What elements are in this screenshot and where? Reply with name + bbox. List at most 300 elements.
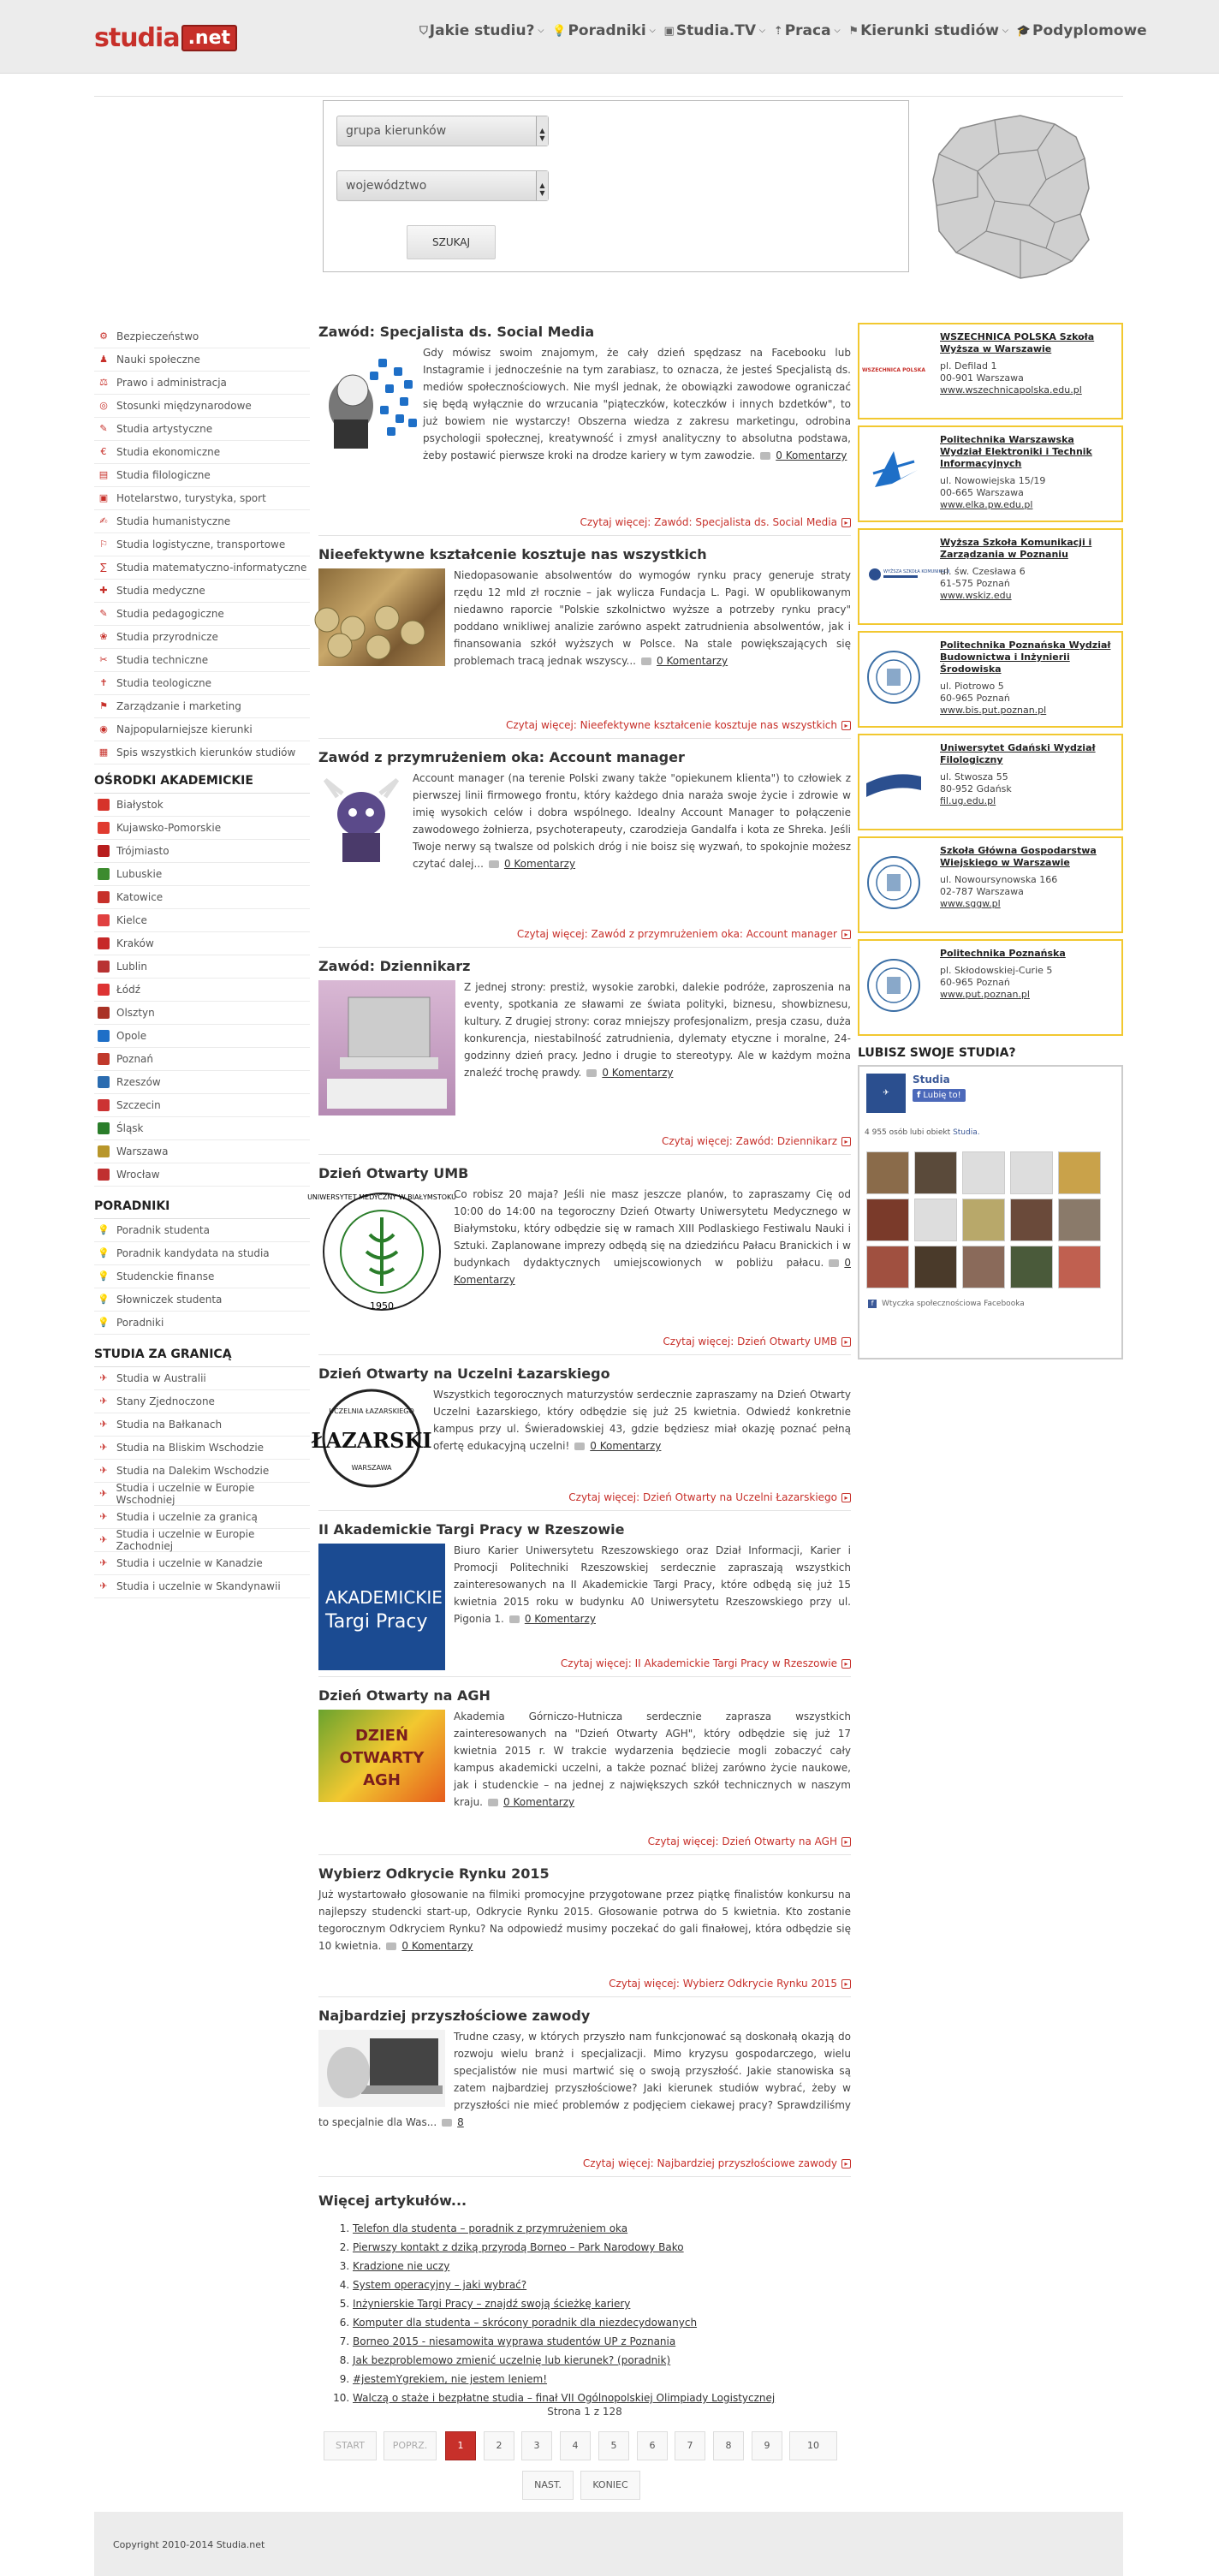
sidebar-item-label: Studia humanistyczne (116, 515, 231, 527)
sidebar-item[interactable] (94, 1002, 310, 1025)
more-article-link[interactable]: Pierwszy kontakt z dziką przyrodą Borneo – Park Narodowy Bako (353, 2241, 684, 2253)
article-excerpt: Biuro Karier Uniwersytetu Rzeszowskiego oraz Dział Informacji, Karier i Promocji Politechniki Rzeszowskiej serdecznie zapraszają wszystkich zainteresowanych na II Akademickie Targi Pracy, które odbędą się już 15 kwietnia 2015 roku w budynku A0 Uniwersytetu Rzeszowskiego przy ul. Pigonia 1. (454, 1544, 851, 1625)
article-excerpt: Z jednej strony: prestiż, wysokie zarobki, dalekie podróże, zaproszenia na eventy, spotkania ze sławami ze świata polityki, biznesu, showbiznesu, kultury. Z drugiej strony: coraz mniejszy profesjonalizm, presja czasu, duża konkurencja, niestabilność zatrudnienia, dylematy etyczne i moralne, 24-godzinny dzień pracy. Jedno i drugie to stereotypy. Ale w każdym można znaleźć trochę prawdy. (464, 981, 851, 1079)
nav-item-label: Kierunki studiów (860, 22, 999, 39)
university-url[interactable]: www.elka.pw.edu.pl (940, 499, 1033, 510)
facebook-fan-avatar[interactable] (866, 1199, 909, 1241)
comments-link[interactable] (489, 858, 575, 870)
sidebar-item[interactable] (94, 372, 310, 395)
category-icon: ✝ (99, 677, 108, 688)
arrow-right-icon: ▸ (841, 1337, 851, 1347)
sidebar-item[interactable] (94, 1367, 310, 1390)
article (318, 1687, 851, 1855)
article-thumbnail[interactable] (318, 1710, 445, 1802)
article-title[interactable]: Najbardziej przyszłościowe zawody (318, 2008, 591, 2024)
university-logo[interactable] (866, 650, 921, 705)
facebook-fan-avatar[interactable] (962, 1246, 1005, 1288)
sidebar-item-label: Rzeszów (116, 1076, 161, 1088)
page-8-button[interactable] (713, 2431, 744, 2460)
comment-icon (488, 1799, 498, 1806)
facebook-fan-avatar[interactable] (914, 1151, 957, 1194)
article-thumbnail[interactable] (307, 1187, 456, 1316)
comment-icon (386, 1942, 396, 1950)
comments-link[interactable] (442, 2116, 464, 2128)
sidebar-item-label: Studia w Australii (116, 1372, 206, 1384)
category-icon: ✈ (99, 1580, 108, 1591)
sidebar-item-label: Stosunki międzynarodowe (116, 400, 252, 412)
sidebar-item[interactable] (94, 603, 310, 626)
sidebar-item[interactable] (94, 1140, 310, 1163)
comments-link[interactable] (586, 1067, 673, 1079)
article (318, 2008, 851, 2177)
category-icon: ∑ (100, 562, 107, 573)
sidebar-item[interactable] (94, 794, 310, 817)
facebook-fan-avatar[interactable] (1010, 1199, 1053, 1241)
article-excerpt: Account manager (na terenie Polski zwany także "opiekunem klienta") to człowiek z pierwszej linii firmowego frontu, który każdego dnia narażа swoje życie i zdrowie w imię wysokich celów i dobra wspólnego. Idealny Account Manager to połączenie zawodowego żołnierza, psychoterapeuty, czarodzieja Gandalfa i kota ze Shreka. Jeśli Twoje nerwy są twalsze od polskich dróg i nie boisz się wyzwań, to spokojnie możesz czytać dalej... (413, 772, 851, 870)
like-button[interactable] (913, 1089, 966, 1102)
read-more-link[interactable] (517, 928, 851, 940)
university-city: 02-787 Warszawa (940, 886, 1024, 897)
sidebar-item[interactable] (94, 626, 310, 649)
sidebar-item-label: Studia i uczelnie w Europie Zachodniej (116, 1528, 255, 1552)
coat-of-arms-icon (98, 1053, 110, 1065)
nav-item[interactable] (552, 21, 655, 41)
nav-item-label: Jakie studiu? (429, 22, 535, 39)
university-url[interactable]: www.bis.put.poznan.pl (940, 705, 1047, 716)
coat-of-arms-icon (98, 868, 110, 880)
sidebar-item[interactable] (94, 348, 310, 372)
facebook-fan-avatar[interactable] (866, 1151, 909, 1194)
university-logo[interactable] (866, 958, 921, 1013)
arrow-right-icon: ▸ (841, 518, 851, 527)
sidebar-item[interactable] (94, 817, 310, 840)
sidebar-item[interactable] (94, 441, 310, 464)
article-thumbnail[interactable] (318, 2030, 445, 2107)
nav-item[interactable] (774, 21, 841, 41)
university-name[interactable]: Politechnika Poznańska Wydział Budownictwa i Inżynierii Środowiska (940, 640, 1111, 675)
comments-link[interactable] (574, 1440, 661, 1452)
read-more-label: Czytaj więcej: Zawód: Specjalista ds. Social Media (580, 516, 837, 528)
more-article-link[interactable]: Jak bezproblemowo zmienić uczelnię lub kierunek? (poradnik) (353, 2354, 671, 2366)
university-card[interactable] (858, 425, 1123, 522)
sidebar-item[interactable] (94, 649, 310, 672)
sidebar-item[interactable] (94, 1575, 310, 1598)
read-more-label: Czytaj więcej: Najbardziej przyszłościowe zawody (582, 2157, 837, 2169)
article-body (318, 2028, 851, 2131)
sidebar-item[interactable] (94, 1460, 310, 1483)
read-more-link[interactable] (561, 1657, 851, 1669)
voivodeship-select[interactable] (336, 170, 549, 201)
start-button (324, 2431, 377, 2460)
sidebar-item-label: Studia na Dalekim Wschodzie (116, 1465, 270, 1477)
abroad-heading: STUDIA ZA GRANICĄ (94, 1338, 310, 1367)
chevron-down-icon: ⌵ (834, 27, 841, 35)
sidebar-item[interactable] (94, 1265, 310, 1288)
more-article-item (353, 2313, 851, 2332)
sidebar-item-label: Poradnik kandydata na studia (116, 1247, 270, 1259)
svg-text:ŁAZARSKI: ŁAZARSKI (311, 1428, 432, 1453)
next-button[interactable] (522, 2471, 574, 2500)
read-more-link[interactable] (506, 719, 851, 731)
comments-count: 0 Komentarzy (590, 1440, 662, 1452)
read-more-label: Czytaj więcej: II Akademickie Targi Pracy w Rzeszowie (560, 1657, 837, 1669)
sidebar-item[interactable] (94, 1071, 310, 1094)
sidebar-item[interactable] (94, 1529, 310, 1552)
sidebar-item-label: Nauki społeczne (116, 354, 200, 366)
article (318, 324, 851, 536)
facebook-fan-avatar[interactable] (914, 1199, 957, 1241)
university-logo[interactable] (866, 547, 950, 602)
university-city: 60-965 Poznań (940, 693, 1010, 704)
read-more-link[interactable] (583, 2157, 851, 2169)
nav-item-label: Poradniki (568, 22, 646, 39)
facebook-fan-avatar[interactable] (1058, 1246, 1101, 1288)
sidebar-item[interactable] (94, 886, 310, 909)
comment-icon (641, 657, 651, 665)
svg-text:WSZECHNICA POLSKA: WSZECHNICA POLSKA (861, 367, 926, 373)
page-5-button[interactable] (598, 2431, 629, 2460)
read-more-link[interactable] (663, 1336, 851, 1347)
sidebar-item-label: Lubuskie (116, 868, 163, 880)
sidebar-item[interactable] (94, 1288, 310, 1312)
article-title[interactable]: Zawód: Specjalista ds. Social Media (318, 324, 595, 340)
sidebar-item[interactable] (94, 510, 310, 533)
facebook-plugin-text: Wtyczka społecznościowa Facebooka (882, 1300, 1025, 1308)
university-name[interactable]: Wyższa Szkoła Komunikacji i Zarządzania w Poznaniu (940, 537, 1092, 560)
right-sidebar (858, 323, 1123, 1359)
end-button[interactable] (580, 2471, 640, 2500)
page-4-button[interactable] (560, 2431, 591, 2460)
sidebar-item[interactable] (94, 1390, 310, 1413)
article-title[interactable]: Dzień Otwarty na Uczelni Łazarskiego (318, 1365, 610, 1382)
read-more-label: Czytaj więcej: Dzień Otwarty na AGH (647, 1835, 837, 1847)
university-url[interactable]: www.sggw.pl (940, 898, 1001, 909)
sidebar-item[interactable] (94, 395, 310, 418)
page-3-button[interactable] (521, 2431, 552, 2460)
more-article-link[interactable]: Inżynierskie Targi Pracy – znajdź swoją ścieżkę kariery (353, 2298, 631, 2310)
end-button-label: KONIEC (592, 2479, 628, 2490)
university-card[interactable] (858, 836, 1123, 933)
read-more-link[interactable] (662, 1135, 851, 1147)
prev-button (384, 2431, 437, 2460)
sidebar-item[interactable] (94, 695, 310, 718)
article-thumbnail[interactable] (318, 980, 455, 1115)
page-9-button[interactable] (752, 2431, 782, 2460)
more-article-link[interactable]: Kradzione nie uczy (353, 2260, 450, 2272)
sidebar-item-label: Studia na Bliskim Wschodzie (116, 1442, 265, 1454)
page-counter: Strona 1 z 128 (547, 2406, 622, 2418)
article (318, 958, 851, 1155)
briefcase-icon: ⇡ (773, 24, 783, 38)
sidebar-item-label: Olsztyn (116, 1007, 155, 1019)
more-articles (318, 2192, 851, 2407)
sidebar-item[interactable] (94, 464, 310, 487)
coat-of-arms-icon (98, 822, 110, 834)
category-icon: ✈ (99, 1557, 108, 1568)
read-more-label: Czytaj więcej: Dzień Otwarty UMB (663, 1336, 837, 1347)
article (318, 1865, 851, 1997)
sidebar-item-label: Studia filologiczne (116, 469, 211, 481)
sidebar-item[interactable] (94, 1312, 310, 1335)
sidebar-item-label: Trójmiasto (116, 845, 169, 857)
facebook-widget (858, 1065, 1123, 1359)
coat-of-arms-icon (98, 1122, 110, 1134)
sidebar-item-label: Poradnik studenta (116, 1224, 210, 1236)
category-icon: ◉ (99, 723, 108, 735)
sidebar-item[interactable] (94, 718, 310, 741)
page-2-button[interactable] (484, 2431, 514, 2460)
arrow-right-icon: ▸ (841, 2159, 851, 2168)
facebook-fan-avatar[interactable] (1058, 1151, 1101, 1194)
social-media-thumbnail[interactable] (318, 346, 414, 449)
category-icon: ▣ (98, 492, 109, 503)
read-more-link[interactable] (609, 1978, 851, 1990)
article-body (318, 567, 851, 669)
university-street: ul. Nowowiejska 15/19 (940, 475, 1046, 486)
page-6-button[interactable] (637, 2431, 668, 2460)
facebook-fan-avatar[interactable] (962, 1199, 1005, 1241)
university-url[interactable]: www.put.poznan.pl (940, 989, 1030, 1000)
likes-count-link[interactable]: Studia. (953, 1128, 980, 1137)
article-thumbnail[interactable] (318, 771, 404, 866)
comments-count: 0 Komentarzy (657, 655, 728, 667)
sidebar-item[interactable] (94, 932, 310, 955)
sidebar-item[interactable] (94, 672, 310, 695)
comments-link[interactable] (760, 449, 847, 461)
facebook-page-name[interactable]: Studia (913, 1074, 950, 1086)
article (318, 1521, 851, 1677)
sidebar-item[interactable] (94, 863, 310, 886)
facebook-fan-avatar[interactable] (914, 1246, 957, 1288)
facebook-icon: f (868, 1300, 877, 1308)
page-7-button[interactable] (675, 2431, 705, 2460)
read-more-link[interactable] (648, 1835, 851, 1847)
coat-of-arms-icon (98, 891, 110, 903)
university-card[interactable] (858, 734, 1123, 830)
university-name[interactable]: WSZECHNICA POLSKA Szkoła Wyższa w Warszawie (940, 331, 1095, 354)
university-name[interactable]: Uniwersytet Gdański Wydział Filologiczny (940, 742, 1096, 765)
sidebar-item-label: Kujawsko-Pomorskie (116, 822, 222, 834)
coat-of-arms-icon (98, 845, 110, 857)
sidebar-item[interactable] (94, 418, 310, 441)
sidebar-item-label: Łódź (116, 984, 141, 996)
sidebar-item-label: Studia pedagogiczne (116, 608, 224, 620)
read-more-label: Czytaj więcej: Dzień Otwarty na Uczelni Łazarskiego (568, 1491, 837, 1503)
sidebar-item[interactable] (94, 741, 310, 764)
article-thumbnail[interactable] (311, 1388, 432, 1489)
university-card[interactable] (858, 528, 1123, 625)
sidebar-item[interactable] (94, 1163, 310, 1187)
sidebar-item-label: Stany Zjednoczone (116, 1395, 215, 1407)
university-card[interactable] (858, 939, 1123, 1036)
read-more-label: Czytaj więcej: Nieefektywne kształcenie kosztuje nas wszystkich (505, 719, 837, 731)
article-title[interactable]: Dzień Otwarty na AGH (318, 1687, 491, 1704)
nav-item[interactable] (1017, 21, 1147, 41)
sidebar-item-label: Studia i uczelnie za granicą (116, 1511, 258, 1523)
sidebar-item[interactable] (94, 533, 310, 556)
article-excerpt: Wszystkich tegorocznych maturzystów serdecznie zapraszamy na Dzień Otwarty Uczelni Łazarskiego, który odbędzie się już 25 kwietnia. Odwiedź konkretnie kampus przy ul. Świeradowskiej 43, gdzie będziesz miał okazję poznać pełną ofertę edukacyjną uczelni! (433, 1389, 851, 1452)
article-body (318, 979, 851, 1081)
sidebar-item-label: Studia techniczne (116, 654, 209, 666)
more-article-link[interactable]: Walczą o staże i bezpłatne studia – finał VII Ogólnopolskiej Olimpiady Logistycznej (353, 2392, 776, 2404)
university-name[interactable]: Politechnika Warszawska Wydział Elektroniki i Technik Informacyjnych (940, 434, 1092, 469)
coat-of-arms-icon (98, 1145, 110, 1157)
sidebar-item[interactable] (94, 1219, 310, 1242)
university-city: 00-901 Warszawa (940, 372, 1024, 384)
category-icon: ✚ (99, 585, 108, 596)
sidebar-item-label: Warszawa (116, 1145, 169, 1157)
svg-text:AGH: AGH (363, 1771, 401, 1789)
facebook-fan-avatar[interactable] (962, 1151, 1005, 1194)
comments-link[interactable] (509, 1613, 596, 1625)
search-button[interactable]: SZUKAJ (407, 225, 496, 259)
university-logo[interactable] (866, 753, 921, 807)
university-street: pl. Skłodowskiej-Curie 5 (940, 965, 1053, 976)
sidebar-item-label: Opole (116, 1030, 147, 1042)
university-street: ul. Piotrowo 5 (940, 681, 1004, 692)
chevron-down-icon: ▲ ▼ (536, 171, 548, 200)
comments-link[interactable] (488, 1796, 574, 1808)
sidebar-item[interactable] (94, 1094, 310, 1117)
facebook-fan-avatar[interactable] (866, 1246, 909, 1288)
article-title[interactable]: Nieefektywne kształcenie kosztuje nas wszystkich (318, 546, 707, 562)
facebook-plugin-label[interactable] (868, 1300, 1025, 1308)
sidebar-item-label: Hotelarstwo, turystyka, sport (116, 492, 266, 504)
sidebar-item[interactable] (94, 487, 310, 510)
article-title[interactable]: Zawód z przymrużeniem oka: Account manager (318, 749, 685, 765)
category-icon: ◎ (99, 400, 108, 411)
page-4-button-label: 4 (572, 2440, 579, 2451)
sidebar-item[interactable] (94, 1437, 310, 1460)
article-thumbnail[interactable] (318, 1544, 445, 1670)
article-title[interactable]: Wybierz Odkrycie Rynku 2015 (318, 1865, 550, 1882)
article-thumbnail[interactable] (318, 568, 445, 666)
article-excerpt: Niedopasowanie absolwentów do wymogów rynku pracy generuje straty rzędu 12 mld zł rocznie – jak wylicza Fundacja L. Pagi. W opublikowanym niedawno raporcie "Polskie szkolnictwo wyższe a potrzeby rynku pracy" poddano wnikliwej analizie zarówno aspekt zatrudnienia absolwentów, jak i finansowania szkół wyższych w Polsce. Na stale powiększających się problemach tracą jednak wszyscy... (454, 569, 851, 667)
nav-item[interactable] (419, 21, 544, 41)
svg-text:OTWARTY: OTWARTY (339, 1749, 425, 1767)
page-1-button[interactable] (445, 2431, 476, 2460)
chevron-down-icon: ⌵ (758, 27, 765, 35)
comment-icon (760, 452, 770, 460)
facebook-fan-avatar[interactable] (1010, 1246, 1053, 1288)
poland-map[interactable] (926, 111, 1097, 283)
sidebar-item-label: Studenckie finanse (116, 1270, 215, 1282)
sidebar-item[interactable] (94, 840, 310, 863)
nav-item-label: Podyplomowe (1032, 22, 1147, 39)
sidebar-item[interactable] (94, 1117, 310, 1140)
comments-count: 0 Komentarzy (602, 1067, 674, 1079)
likes-count-text: 4 955 osób lubi obiekt (865, 1128, 951, 1137)
more-articles-title: Więcej artykułów... (318, 2192, 467, 2209)
sidebar-item[interactable] (94, 909, 310, 932)
category-icon: ▦ (98, 747, 109, 758)
sidebar-item[interactable] (94, 1048, 310, 1071)
footer (94, 2512, 1123, 2576)
sidebar-item[interactable] (94, 1413, 310, 1437)
university-card[interactable] (858, 323, 1123, 419)
university-url[interactable]: www.wszechnicapolska.edu.pl (940, 384, 1082, 396)
svg-text:UCZELNIA ŁAZARSKIEGO: UCZELNIA ŁAZARSKIEGO (329, 1407, 414, 1415)
university-logo[interactable] (866, 855, 921, 910)
logo[interactable] (94, 22, 237, 53)
arrow-right-icon: ▸ (841, 1979, 851, 1989)
sidebar-item[interactable] (94, 979, 310, 1002)
sidebar-item[interactable] (94, 1552, 310, 1575)
article-body (318, 770, 851, 872)
sidebar-item[interactable] (94, 955, 310, 979)
read-more-label: Czytaj więcej: Zawód: Dziennikarz (661, 1135, 837, 1147)
more-article-link[interactable]: Borneo 2015 - niesamowita wyprawa studentów UP z Poznania (353, 2335, 676, 2347)
cap-icon: 🎓 (1016, 24, 1031, 38)
facebook-fan-avatar[interactable] (1058, 1199, 1101, 1241)
more-article-link[interactable]: System operacyjny – jaki wybrać? (353, 2279, 527, 2291)
tv-icon: ▣ (663, 24, 675, 38)
more-article-link[interactable]: Telefon dla studenta – poradnik z przymrużeniem oka (353, 2222, 628, 2234)
facebook-icon: f (917, 1091, 921, 1100)
article-excerpt: Gdy mówisz swoim znajomym, że cały dzień spędzasz na Facebooku lub Instagramie i jednocześnie na tym zarabiasz, to oznacza, że jesteś Specjalistą ds. mediów społecznościowych. Nie myśl jednak, że obowiązki zawodowe ograniczać się będą wyłącznie do wrzucania "piąteczków, koteczków i innych bzdetków", to już bowiem nie wystarczy! Obszerna wiedza z zakresu marketingu, odrobina psychologii społecznej, kreatywność i zmysł analityczny to absolutna podstawa, żeby postawić pierwsze kroki na drodze kariery w tym zawodzie. (423, 347, 851, 461)
article-excerpt: Co robisz 20 maja? Jeśli nie masz jeszcze planów, to zapraszamy Cię od 10:00 do 14:00 na tegoroczny Dzień Otwarty Uniwersytetu Medycznego w Białymstoku, który odbędzie się w ramach XIII Podlaskiego Festiwalu Nauki i Sztuki. Zaplanowane imprezy odbędą się na dziedzińcu Pałacu Branickich i w budynkach dydaktycznych umiejscowionych w pobliżu pałacu. (454, 1188, 851, 1269)
nav-item[interactable] (664, 21, 765, 41)
more-articles-list (318, 2219, 851, 2407)
sidebar-item[interactable] (94, 325, 310, 348)
nav-item[interactable] (848, 21, 1008, 41)
header (0, 0, 1219, 74)
university-url[interactable]: www.wskiz.edu (940, 590, 1012, 601)
facebook-fan-avatar[interactable] (1010, 1151, 1053, 1194)
facebook-page-avatar[interactable]: ✈ (866, 1074, 906, 1113)
university-logo[interactable] (866, 444, 921, 499)
pagination (318, 2406, 851, 2490)
main-nav (419, 21, 1156, 41)
comments-count: 8 (457, 2116, 464, 2128)
svg-text:WYŻSZA SZKOŁA KOMUNIKACJI: WYŻSZA SZKOŁA KOMUNIKACJI (883, 569, 950, 574)
university-name[interactable]: Politechnika Poznańska (940, 948, 1066, 959)
category-icon: ✈ (99, 1395, 108, 1407)
sidebar-item-label: Studia ekonomiczne (116, 446, 221, 458)
university-name[interactable]: Szkoła Główna Gospodarstwa Wiejskiego w Warszawie (940, 845, 1097, 868)
page-10-button[interactable] (789, 2431, 837, 2460)
university-logo[interactable] (861, 342, 926, 396)
sidebar-item[interactable] (94, 1025, 310, 1048)
sidebar-item[interactable] (94, 1242, 310, 1265)
more-article-link[interactable]: #jestemYgrekiem, nie jestem leniem! (353, 2373, 548, 2385)
signpost-icon: ⚑ (848, 24, 859, 38)
article-title[interactable]: Zawód: Dziennikarz (318, 958, 471, 974)
sidebar-item[interactable] (94, 580, 310, 603)
coat-of-arms-icon (98, 799, 110, 811)
university-card[interactable] (858, 631, 1123, 728)
university-url[interactable]: fil.ug.edu.pl (940, 795, 996, 806)
logo-suffix: .net (181, 25, 237, 51)
more-article-item (353, 2257, 851, 2276)
category-icon: ♟ (99, 354, 108, 365)
read-more-link[interactable] (568, 1491, 851, 1503)
article-title[interactable]: Dzień Otwarty UMB (318, 1165, 469, 1181)
comment-icon (586, 1069, 597, 1077)
article-title[interactable]: II Akademickie Targi Pracy w Rzeszowie (318, 1521, 625, 1538)
read-more-link[interactable] (580, 516, 851, 528)
comments-link[interactable] (386, 1940, 473, 1952)
category-icon: ⚐ (99, 538, 108, 550)
sidebar-item[interactable] (94, 556, 310, 580)
category-icon: ✈ (99, 1488, 108, 1499)
field-group-select[interactable] (336, 116, 549, 146)
more-article-link[interactable]: Komputer dla studenta – skrócony poradnik dla niezdecydowanych (353, 2317, 698, 2329)
sidebar-item[interactable] (94, 1483, 310, 1506)
comments-link[interactable] (641, 655, 728, 667)
coat-of-arms-icon (98, 1076, 110, 1088)
sidebar-item[interactable] (94, 1506, 310, 1529)
